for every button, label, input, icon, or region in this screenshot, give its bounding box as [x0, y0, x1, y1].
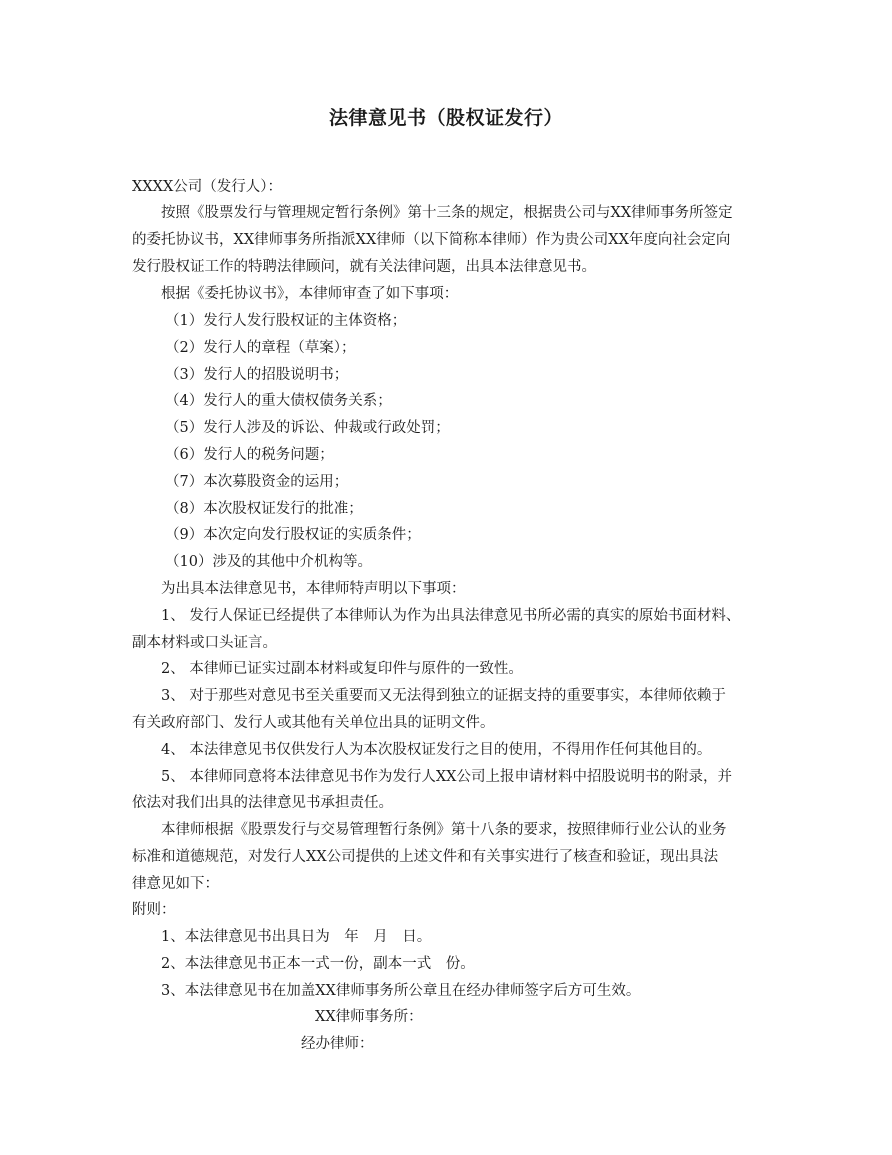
declaration-3-line-2: 有关政府部门、发行人或其他有关单位出具的证明文件。	[132, 715, 495, 731]
review-item-6: （6）发行人的税务问题；	[165, 447, 334, 463]
review-item-2: （2）发行人的章程（草案）；	[165, 340, 356, 356]
declaration-3-line-1: 3、 对于那些对意见书至关重要而又无法得到独立的证据支持的重要事实，本律师依赖于	[161, 688, 726, 704]
review-item-7: （7）本次募股资金的运用；	[165, 474, 349, 490]
appendix-label: 附则：	[132, 902, 176, 918]
declaration-5-line-2: 依法对我们出具的法律意见书承担责任。	[132, 795, 393, 811]
intro-line-2: 的委托协议书，XX律师事务所指派XX律师（以下简称本律师）作为贵公司XX年度向社会定向	[132, 232, 731, 248]
addressee: XXXX公司（发行人）：	[132, 179, 283, 195]
review-item-1: （1）发行人发行股权证的主体资格；	[165, 313, 407, 329]
declaration-5-line-1: 5、 本律师同意将本法律意见书作为发行人XX公司上报申请材料中招股说明书的附录，并	[161, 769, 732, 785]
review-item-10: （10）涉及的其他中介机构等。	[165, 554, 372, 570]
signature-firm: XX律师事务所：	[315, 1009, 423, 1025]
review-item-4: （4）发行人的重大债权债务关系；	[165, 393, 392, 409]
conclusion-line-3: 律意见如下：	[132, 876, 219, 892]
appendix-item-1: 1、本法律意见书出具日为 年 月 日。	[161, 929, 432, 945]
review-item-8: （8）本次股权证发行的批准；	[165, 501, 363, 517]
review-item-3: （3）发行人的招股说明书；	[165, 367, 349, 383]
conclusion-line-1: 本律师根据《股票发行与交易管理暂行条例》第十八条的要求，按照律师行业公认的业务	[161, 822, 727, 838]
review-item-5: （5）发行人涉及的诉讼、仲裁或行政处罚；	[165, 420, 450, 436]
declaration-1-line-1: 1、 发行人保证已经提供了本律师认为作为出具法律意见书所必需的真实的原始书面材料、	[161, 608, 741, 624]
declaration-2: 2、 本律师已证实过副本材料或复印件与原件的一致性。	[161, 661, 523, 677]
conclusion-line-2: 标准和道德规范，对发行人XX公司提供的上述文件和有关事实进行了核查和验证，现出具法	[132, 849, 719, 865]
declaration-1-line-2: 副本材料或口头证言。	[132, 635, 277, 651]
appendix-item-2: 2、本法律意见书正本一式一份，副本一式 份。	[161, 956, 475, 972]
declaration-intro: 为出具本法律意见书，本律师特声明以下事项：	[161, 581, 466, 597]
document-title: 法律意见书（股权证发行）	[328, 107, 563, 129]
intro-line-3: 发行股权证工作的特聘法律顾问，就有关法律问题，出具本法律意见书。	[132, 259, 596, 275]
appendix-item-3: 3、本法律意见书在加盖XX律师事务所公章且在经办律师签字后方可生效。	[161, 983, 641, 999]
intro-line-1: 按照《股票发行与管理规定暂行条例》第十三条的规定，根据贵公司与XX律师事务所签定	[161, 205, 733, 221]
review-intro: 根据《委托协议书》，本律师审查了如下事项：	[161, 286, 459, 302]
signature-lawyer: 经办律师：	[301, 1036, 374, 1052]
declaration-4: 4、 本法律意见书仅供发行人为本次股权证发行之目的使用，不得用作任何其他目的。	[161, 742, 712, 758]
review-item-9: （9）本次定向发行股权证的实质条件；	[165, 527, 421, 543]
